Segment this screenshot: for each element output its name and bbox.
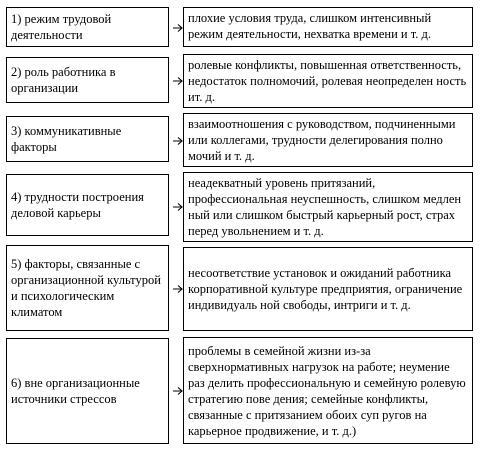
factor-box-2 bbox=[6, 57, 169, 103]
factor-box-6 bbox=[6, 338, 169, 444]
factor-box-3 bbox=[6, 116, 169, 162]
factor-label: 3) коммуникативные факторы bbox=[11, 124, 122, 154]
detail-box-6 bbox=[183, 337, 473, 444]
detail-box-3 bbox=[183, 113, 473, 167]
factor-label: 5) факторы, связанные с организационной культурой и психологическим климатом bbox=[11, 257, 161, 319]
detail-text: взаимоотношения с руководством, подчиненными или коллегами, трудности делегирования полно мочий и т. д. bbox=[188, 117, 456, 163]
factor-label: 6) вне организационные источники стрессов bbox=[11, 376, 140, 406]
factor-label: 4) трудности построения деловой карьеры bbox=[11, 190, 144, 220]
detail-text: ролевые конфликты, повышенная ответственность, недостаток полномочий, ролевая неопределен ность ит. д. bbox=[188, 58, 467, 104]
factor-box-1 bbox=[6, 7, 169, 47]
detail-text: несоответствие установок и ожиданий работника корпоративной культуре предприятия, ограничение индивидуаль ной свободы, интриги и т. д. bbox=[188, 266, 463, 312]
factor-box-5 bbox=[6, 245, 169, 331]
detail-box-1 bbox=[183, 7, 473, 47]
detail-text: неадекватный уровень притязаний, профессиональная неуспешность, слишком медлен ный или слишком быстрый карьерный рост, страх перед увольнением и т. д. bbox=[188, 176, 462, 238]
detail-box-4 bbox=[183, 172, 473, 242]
factor-box-4 bbox=[6, 174, 169, 236]
factor-label: 2) роль работника в организации bbox=[11, 65, 116, 95]
detail-box-2 bbox=[183, 54, 473, 108]
detail-box-5 bbox=[183, 247, 473, 331]
detail-text: плохие условия труда, слишком интенсивный режим деятельности, нехватка времени и т. д. bbox=[188, 11, 432, 41]
detail-text: проблемы в семейной жизни из-за сверхнормативных нагрузок на работе; неумение раз делить профессиональную и семейную ролевую стратегию пове дения; семейные конфликты, связанные с притязанием обоих суп ругов на карьерное продвижение, и т. д.) bbox=[188, 343, 466, 438]
factor-label: 1) режим трудовой деятельности bbox=[11, 12, 112, 42]
